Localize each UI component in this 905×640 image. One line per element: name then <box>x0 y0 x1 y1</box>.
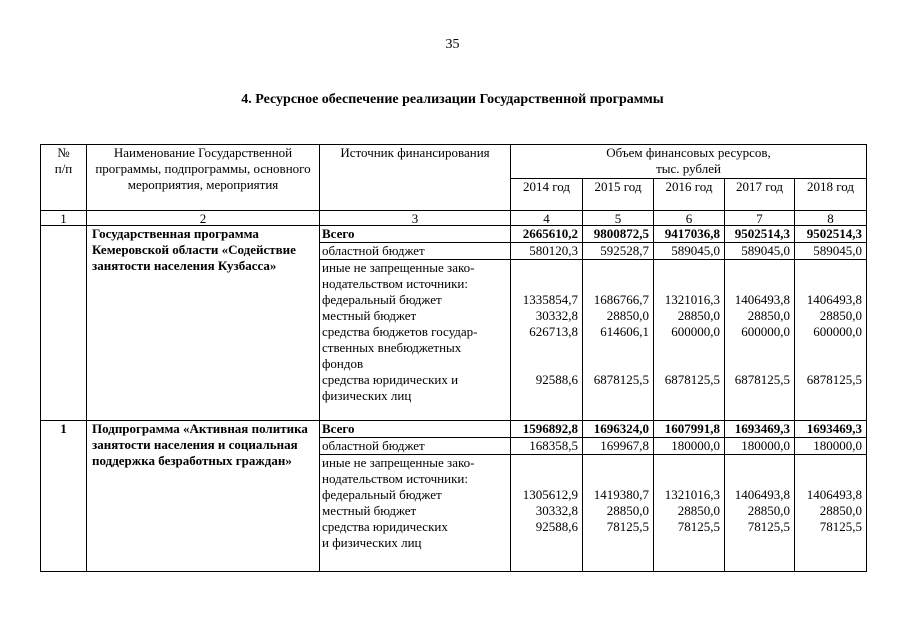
column-number: 3 <box>320 211 511 226</box>
column-number: 5 <box>583 211 654 226</box>
budget-value: 1686766,7 <box>593 292 649 307</box>
budget-value: 592528,7 <box>583 243 654 260</box>
budget-value <box>585 455 651 471</box>
budget-value <box>656 276 722 292</box>
source-line: иные не запрещенные зако- <box>322 260 475 275</box>
budget-value <box>727 276 792 292</box>
budget-value: 589045,0 <box>654 243 725 260</box>
budget-value: 169967,8 <box>583 438 654 455</box>
budget-value: 614606,1 <box>600 324 649 339</box>
source-line: местный бюджет <box>322 308 417 323</box>
budget-value <box>727 471 792 487</box>
total-value: 1596892,8 <box>511 421 583 438</box>
budget-value: 92588,6 <box>535 372 578 387</box>
row-number: 1 <box>41 421 87 572</box>
budget-value: 589045,0 <box>795 243 867 260</box>
column-number: 2 <box>87 211 320 226</box>
budget-value: 28850,0 <box>606 503 649 518</box>
budget-value <box>656 471 722 487</box>
budget-value: 589045,0 <box>725 243 795 260</box>
values-column <box>654 455 725 572</box>
budget-value <box>727 356 792 372</box>
budget-value <box>797 276 864 292</box>
resource-table <box>40 144 867 572</box>
page-number: 35 <box>445 37 460 52</box>
column-number: 4 <box>511 211 583 226</box>
budget-value: 30332,8 <box>535 503 578 518</box>
table-row <box>41 421 867 438</box>
budget-value: 600000,0 <box>671 324 720 339</box>
budget-value: 1335854,7 <box>522 292 578 307</box>
section-title: 4. Ресурсное обеспечение реализации Государственной программы <box>241 92 664 107</box>
column-number: 8 <box>795 211 867 226</box>
source-line: средства юридических и <box>322 372 459 387</box>
source-total-label: Всего <box>320 421 511 438</box>
budget-value: 78125,5 <box>747 519 790 534</box>
budget-value: 1321016,3 <box>664 487 720 502</box>
header-year: 2018 год <box>795 179 867 211</box>
values-column <box>725 260 795 421</box>
budget-value <box>585 276 651 292</box>
budget-value <box>513 260 580 276</box>
budget-value: 580120,3 <box>511 243 583 260</box>
header-volume: Объем финансовых ресурсов, тыс. рублей <box>511 145 867 179</box>
budget-value: 30332,8 <box>535 308 578 323</box>
values-column <box>583 455 654 572</box>
source-line: иные не запрещенные зако- <box>322 455 475 470</box>
total-value: 1607991,8 <box>654 421 725 438</box>
budget-value: 28850,0 <box>677 503 720 518</box>
total-value: 1693469,3 <box>795 421 867 438</box>
budget-value: 6878125,5 <box>593 372 649 387</box>
values-column <box>654 260 725 421</box>
source-list <box>320 260 511 421</box>
budget-value <box>797 535 864 551</box>
source-line: местный бюджет <box>322 503 417 518</box>
source-label: областной бюджет <box>320 243 511 260</box>
header-year: 2014 год <box>511 179 583 211</box>
budget-value: 1406493,8 <box>734 487 790 502</box>
values-column <box>511 455 583 572</box>
budget-value <box>585 388 651 404</box>
budget-value <box>727 260 792 276</box>
total-value: 9417036,8 <box>654 226 725 243</box>
total-value: 9502514,3 <box>795 226 867 243</box>
budget-value <box>585 535 651 551</box>
table-row <box>41 226 867 243</box>
source-line: ственных внебюджетных <box>322 340 462 355</box>
source-line: фондов <box>322 356 364 371</box>
budget-value: 1406493,8 <box>734 292 790 307</box>
budget-value <box>656 535 722 551</box>
source-line: нодательством источники: <box>322 471 468 486</box>
budget-value: 78125,5 <box>606 519 649 534</box>
budget-value: 78125,5 <box>677 519 720 534</box>
budget-value: 28850,0 <box>747 308 790 323</box>
budget-value <box>585 356 651 372</box>
budget-value <box>513 356 580 372</box>
budget-value: 1305612,9 <box>522 487 578 502</box>
budget-value: 180000,0 <box>725 438 795 455</box>
program-name: Государственная программа Кемеровской области «Содействие занятости населения Кузбасса» <box>87 226 320 421</box>
header-name: Наименование Государственной программы, подпрограммы, основного мероприятия, мероприятия <box>87 145 320 211</box>
budget-value: 180000,0 <box>795 438 867 455</box>
budget-value: 180000,0 <box>654 438 725 455</box>
source-total-label: Всего <box>320 226 511 243</box>
budget-value: 28850,0 <box>677 308 720 323</box>
budget-value <box>656 388 722 404</box>
source-line: нодательством источники: <box>322 276 468 291</box>
budget-value <box>797 455 864 471</box>
budget-value: 6878125,5 <box>664 372 720 387</box>
column-number: 6 <box>654 211 725 226</box>
total-value: 1696324,0 <box>583 421 654 438</box>
source-line: федеральный бюджет <box>322 292 442 307</box>
budget-value <box>656 260 722 276</box>
budget-value <box>727 535 792 551</box>
header-year: 2017 год <box>725 179 795 211</box>
total-value: 9800872,5 <box>583 226 654 243</box>
source-line: федеральный бюджет <box>322 487 442 502</box>
total-value: 2665610,2 <box>511 226 583 243</box>
values-column <box>725 455 795 572</box>
row-number <box>41 226 87 421</box>
budget-value: 78125,5 <box>819 519 863 534</box>
budget-value <box>727 340 792 356</box>
budget-value <box>727 455 792 471</box>
total-value: 9502514,3 <box>725 226 795 243</box>
source-line: физических лиц <box>322 388 412 403</box>
budget-value <box>513 388 580 404</box>
program-name: Подпрограмма «Активная политика занятости населения и социальная поддержка безработных граждан» <box>87 421 320 572</box>
source-line: средства юридических <box>322 519 448 534</box>
budget-value <box>727 388 792 404</box>
budget-value: 28850,0 <box>747 503 790 518</box>
budget-value <box>513 455 580 471</box>
values-column <box>795 455 867 572</box>
header-source: Источник финансирования <box>320 145 511 211</box>
source-list <box>320 455 511 572</box>
budget-value <box>513 471 580 487</box>
budget-value <box>513 535 580 551</box>
budget-value <box>656 356 722 372</box>
values-column <box>511 260 583 421</box>
budget-value: 28850,0 <box>819 308 863 323</box>
header-year: 2015 год <box>583 179 654 211</box>
budget-value: 1419380,7 <box>593 487 649 502</box>
budget-value <box>585 260 651 276</box>
values-column <box>583 260 654 421</box>
budget-value <box>513 340 580 356</box>
budget-value <box>797 340 864 356</box>
budget-value <box>656 455 722 471</box>
budget-value: 28850,0 <box>606 308 649 323</box>
budget-value: 600000,0 <box>741 324 790 339</box>
column-number: 1 <box>41 211 87 226</box>
budget-value <box>797 471 864 487</box>
header-year: 2016 год <box>654 179 725 211</box>
source-label: областной бюджет <box>320 438 511 455</box>
budget-value: 6878125,5 <box>806 372 863 387</box>
budget-value <box>656 340 722 356</box>
budget-value: 28850,0 <box>819 503 863 518</box>
budget-value <box>513 276 580 292</box>
budget-value: 168358,5 <box>511 438 583 455</box>
header-num: № п/п <box>41 145 87 211</box>
values-column <box>795 260 867 421</box>
budget-value <box>585 471 651 487</box>
column-number: 7 <box>725 211 795 226</box>
budget-value: 6878125,5 <box>734 372 790 387</box>
budget-value: 626713,8 <box>529 324 578 339</box>
budget-value <box>797 356 864 372</box>
budget-value <box>797 260 864 276</box>
source-line: и физических лиц <box>322 535 422 550</box>
budget-value: 1321016,3 <box>664 292 720 307</box>
budget-value <box>797 388 864 404</box>
budget-value: 1406493,8 <box>806 487 863 502</box>
budget-value: 92588,6 <box>535 519 578 534</box>
budget-value: 1406493,8 <box>806 292 863 307</box>
budget-value: 600000,0 <box>813 324 863 339</box>
budget-value <box>585 340 651 356</box>
source-line: средства бюджетов государ- <box>322 324 478 339</box>
total-value: 1693469,3 <box>725 421 795 438</box>
